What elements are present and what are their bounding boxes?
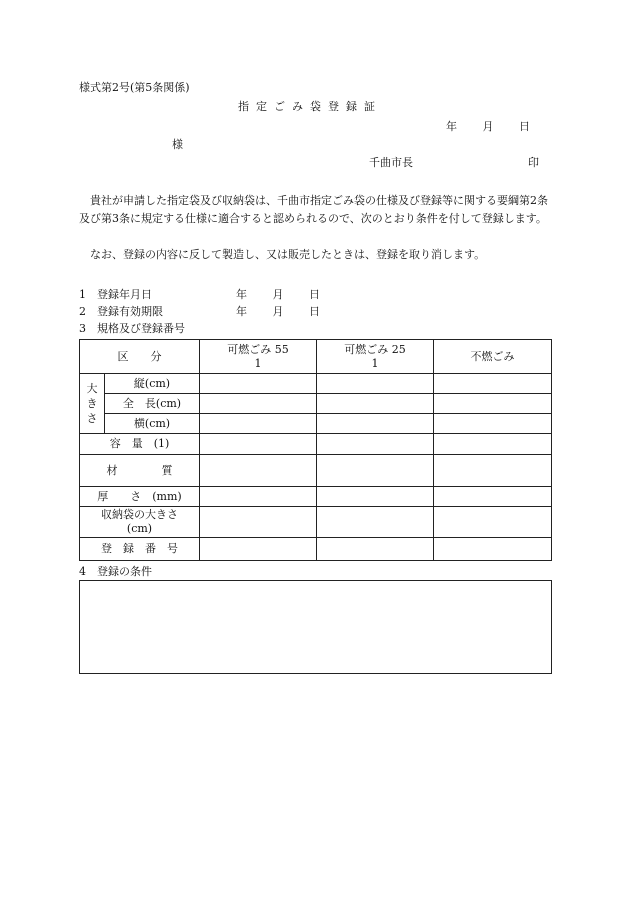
form-number: 様式第2号(第5条関係) (79, 81, 190, 94)
table-row (80, 455, 552, 487)
addressee-suffix: 様 (172, 138, 183, 151)
date-year: 年 (446, 120, 457, 133)
header-burnable-55: 可燃ごみ 55 1 (200, 340, 317, 374)
table-cell[interactable] (200, 538, 317, 561)
table-cell[interactable] (434, 414, 552, 434)
issue-date-line (446, 120, 530, 134)
row-label-storage-bag-size: 収納袋の大きさ (cm) (80, 507, 200, 538)
table-cell[interactable] (317, 487, 434, 507)
table-cell[interactable] (200, 507, 317, 538)
document-title: 指定ごみ袋登録証 (238, 100, 382, 113)
table-cell[interactable] (200, 374, 317, 394)
item-validity-period (79, 305, 163, 319)
conditions-label: 4 登録の条件 (79, 565, 152, 578)
row-label-total-length: 全 長(cm) (105, 394, 200, 414)
spec-table (79, 339, 552, 561)
table-cell[interactable] (434, 434, 552, 455)
date-day: 日 (519, 120, 530, 133)
year-label: 年 (236, 305, 247, 318)
table-row (80, 538, 552, 561)
table-cell[interactable] (434, 507, 552, 538)
row-label-thickness: 厚 さ (mm) (80, 487, 200, 507)
header-category: 区 分 (80, 340, 200, 374)
row-label-length: 縦(cm) (105, 374, 200, 394)
row-label-capacity: 容 量 (1) (80, 434, 200, 455)
item-registration-date (79, 288, 152, 302)
table-cell[interactable] (317, 538, 434, 561)
seal-mark: 印 (528, 156, 539, 169)
table-cell[interactable] (434, 455, 552, 487)
table-cell[interactable] (317, 414, 434, 434)
table-cell[interactable] (317, 507, 434, 538)
table-cell[interactable] (200, 394, 317, 414)
table-cell[interactable] (434, 394, 552, 414)
item-label: 1 登録年月日 (79, 288, 152, 301)
table-row (80, 394, 552, 414)
table-row (80, 414, 552, 434)
row-label-material: 材 質 (80, 455, 200, 487)
table-cell[interactable] (317, 434, 434, 455)
month-label: 月 (272, 288, 284, 301)
row-label-width: 横(cm) (105, 414, 200, 434)
table-row (80, 487, 552, 507)
body-paragraph-1: 貴社が申請した指定袋及び収納袋は、千曲市指定ごみ袋の仕様及び登録等に関する要綱第2条及び第3条に規定する仕様に適合すると認められるので、次のとおり条件を付して登録します。 (79, 194, 548, 225)
size-group-label: 大きさ (80, 374, 105, 434)
table-cell[interactable] (200, 434, 317, 455)
year-label: 年 (236, 288, 247, 301)
table-cell[interactable] (317, 394, 434, 414)
table-cell[interactable] (434, 374, 552, 394)
item-spec-heading: 3 規格及び登録番号 (79, 322, 185, 335)
table-cell[interactable] (317, 374, 434, 394)
item-registration-date-fields (236, 288, 320, 302)
date-month: 月 (482, 120, 494, 133)
day-label: 日 (309, 288, 320, 301)
day-label: 日 (309, 305, 320, 318)
item-validity-period-fields (236, 305, 320, 319)
month-label: 月 (272, 305, 284, 318)
table-cell[interactable] (434, 538, 552, 561)
item-label: 2 登録有効期限 (79, 305, 163, 318)
table-cell[interactable] (200, 455, 317, 487)
body-paragraph-2: なお、登録の内容に反して製造し、又は販売したときは、登録を取り消します。 (90, 248, 486, 261)
table-row (80, 434, 552, 455)
table-cell[interactable] (200, 414, 317, 434)
header-nonburnable: 不燃ごみ (434, 340, 552, 374)
table-cell[interactable] (317, 455, 434, 487)
table-row (80, 374, 552, 394)
table-cell[interactable] (434, 487, 552, 507)
table-header-row (80, 340, 552, 374)
header-burnable-25: 可燃ごみ 25 1 (317, 340, 434, 374)
table-row (80, 507, 552, 538)
conditions-box[interactable] (79, 580, 552, 674)
row-label-registration-number: 登 録 番 号 (80, 538, 200, 561)
issuer-name: 千曲市長 (369, 156, 413, 169)
table-cell[interactable] (200, 487, 317, 507)
